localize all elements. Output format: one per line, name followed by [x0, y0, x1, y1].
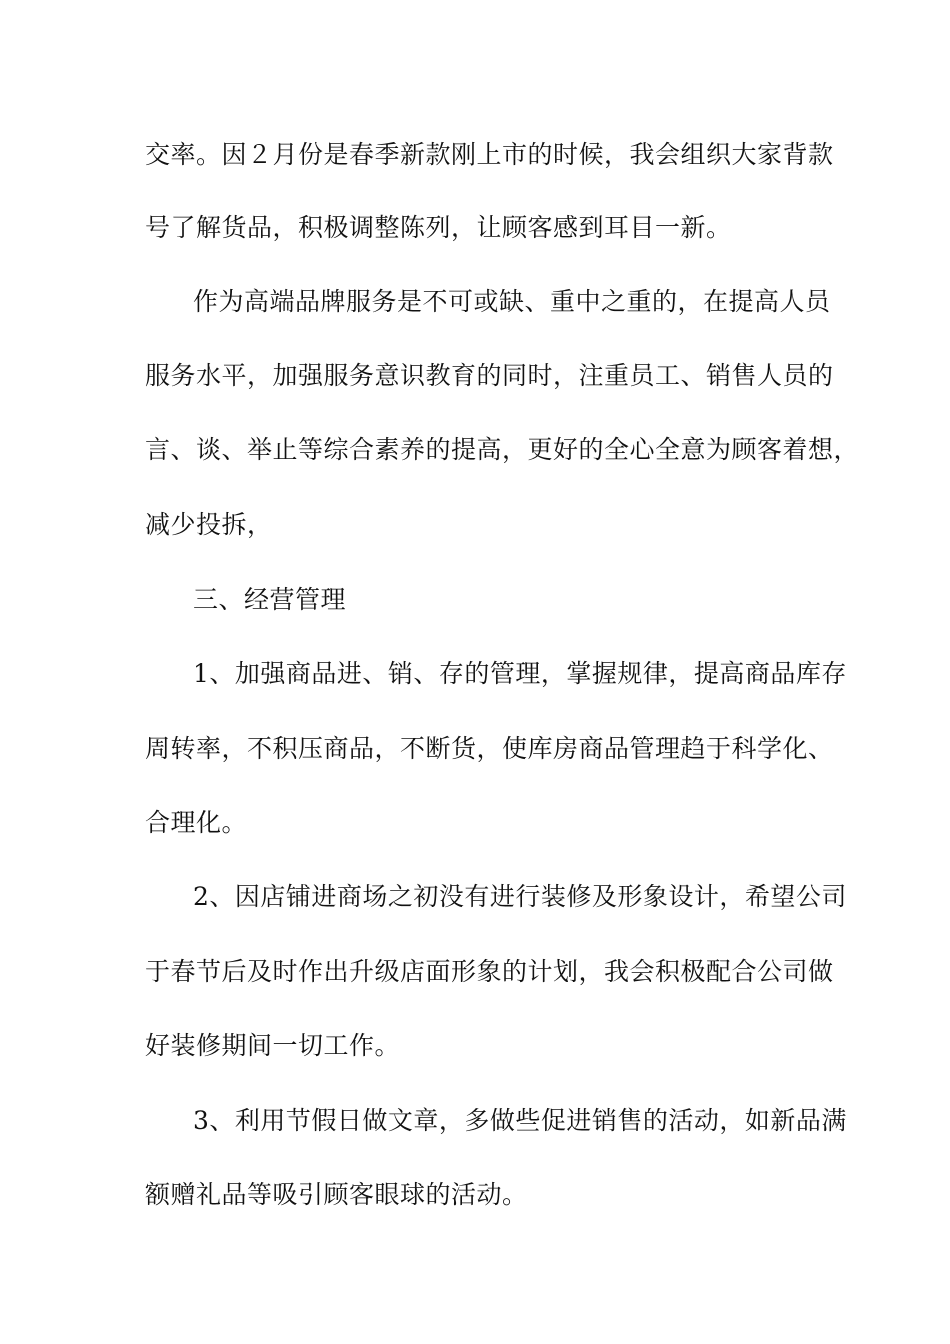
paragraph-line: 减少投拆， — [145, 510, 273, 539]
paragraph-line: 合理化。 — [145, 808, 248, 837]
paragraph-line: 交率。因２月份是春季新款刚上市的时候，我会组织大家背款 — [145, 140, 834, 169]
section-heading: 三、经营管理 — [193, 585, 347, 614]
paragraph-line: 服务水平，加强服务意识教育的同时，注重员工、销售人员的 — [145, 361, 834, 390]
paragraph-line: 2、因店铺进商场之初没有进行装修及形象设计，希望公司 — [193, 882, 847, 911]
paragraph-line: 好装修期间一切工作。 — [145, 1031, 401, 1060]
paragraph-line: 1、加强商品进、销、存的管理，掌握规律，提高商品库存 — [193, 659, 847, 688]
paragraph-line: 周转率，不积压商品，不断货，使库房商品管理趋于科学化、 — [145, 734, 834, 763]
paragraph-line: 3、利用节假日做文章，多做些促进销售的活动，如新品满 — [193, 1106, 847, 1135]
paragraph-line: 作为高端品牌服务是不可或缺、重中之重的，在提高人员 — [193, 287, 831, 316]
paragraph-line: 于春节后及时作出升级店面形象的计划，我会积极配合公司做 — [145, 957, 834, 986]
paragraph-line: 号了解货品，积极调整陈列，让顾客感到耳目一新。 — [145, 213, 732, 242]
paragraph-line: 额赠礼品等吸引顾客眼球的活动。 — [145, 1180, 528, 1209]
paragraph-line: 言、谈、举止等综合素养的提高，更好的全心全意为顾客着想， — [145, 435, 860, 464]
